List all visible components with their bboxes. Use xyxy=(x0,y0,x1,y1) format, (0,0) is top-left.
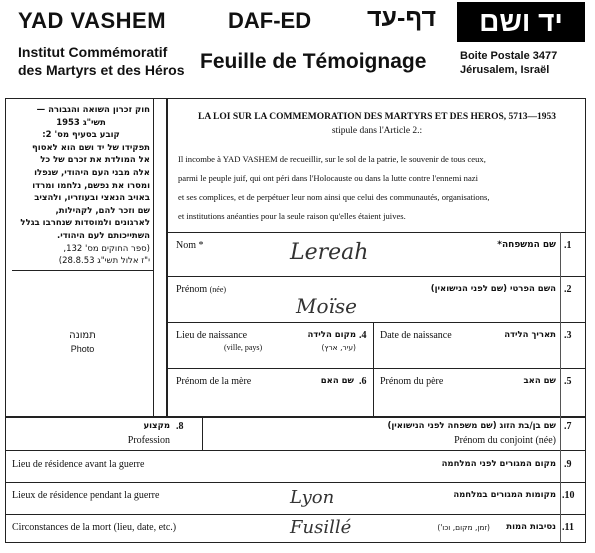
field-lieu-naissance-label: Lieu de naissance xyxy=(176,330,248,341)
field-residence-avant-number: .9 xyxy=(564,459,572,470)
hebrew-law-line: ומסרו את נפשם, נלחמו ומרדו xyxy=(32,180,150,191)
field-profession-number: .8 xyxy=(176,421,184,432)
field-circonstances-value[interactable]: Fusillé xyxy=(290,517,352,538)
hebrew-law-text xyxy=(12,104,150,268)
law-body-line: Il incombe à YAD VASHEM de recueillir, sur le sol de la patrie, le souvenir de tous ceux, xyxy=(178,154,486,164)
hebrew-law-line: אלה מבני העם היהודי, שנפלו xyxy=(34,167,150,178)
field-conjoint-number: .7 xyxy=(564,421,572,432)
law-body-line: et institutions anéanties pour la seule raison qu'elles étaient juives. xyxy=(178,211,406,221)
field-conjoint-hebrew: שם בן/בת הזוג (שם משפחה לפני הנישואין) xyxy=(387,421,556,431)
photo-label: Photo xyxy=(70,344,95,354)
field-nom-value[interactable]: Lereah xyxy=(290,240,369,265)
field-residence-avant-hebrew: מקום המגורים לפני המלחמה xyxy=(441,459,556,469)
hebrew-law-line: תפקידו של יד ושם הוא לאסוף xyxy=(32,142,150,153)
field-lieu-naissance-hebrew-sub: (עיר, ארץ) xyxy=(321,343,356,352)
field-residence-pendant-label: Lieux de résidence pendant la guerre xyxy=(12,490,160,501)
field-lieu-naissance-number: .4 xyxy=(359,330,367,341)
field-nom-label: Nom * xyxy=(176,240,204,251)
hebrew-law-line: חוק זכרון השואה והגבורה — xyxy=(36,105,150,115)
institute-line-1: Institut Commémoratif xyxy=(18,44,168,60)
law-body-line: parmi le peuple juif, qui ont péri dans l'Holocauste ou dans la lutte contre l'ennemi nazi xyxy=(178,173,478,183)
field-prenom-pere-hebrew: שם האב xyxy=(523,376,556,386)
form-title: Feuille de Témoignage xyxy=(200,50,427,73)
hebrew-law-line: תשי"ג 1953 xyxy=(56,117,106,128)
field-circonstances-hebrew: נסיבות המות xyxy=(506,522,556,532)
field-lieu-naissance-hebrew: מקום הלידה xyxy=(307,330,356,340)
field-residence-pendant-hebrew: מקומות המגורים במלחמה xyxy=(453,490,556,500)
field-prenom-pere-number: .5 xyxy=(564,376,572,387)
header-daf-ed-hebrew: דף-עד xyxy=(366,4,436,32)
institute-line-2: des Martyrs et des Héros xyxy=(18,62,185,78)
hebrew-law-line: אל המולדת את זכרם של כל xyxy=(40,155,150,166)
field-prenom-pere-label: Prénom du père xyxy=(380,376,444,387)
field-profession-label: Profession xyxy=(127,435,170,446)
hebrew-law-line: באויב הנאצי ובעוזריו, ולהציב xyxy=(34,193,150,204)
field-circonstances-label: Circonstances de la mort (lieu, date, etc.) xyxy=(12,522,177,533)
hebrew-law-line: קובע בסעיף מס' 2: xyxy=(42,130,120,141)
hebrew-law-line: השתייכותם לעם היהודי. xyxy=(56,230,150,241)
law-body-line: et ses complices, et de perpétuer leur nom ainsi que celui des communautés, organisations, xyxy=(178,192,490,202)
field-circonstances-hebrew-sub: (זמן, מקום, וכו') xyxy=(437,523,490,532)
hebrew-law-line: שם וזכר להם, לקהילות, xyxy=(55,205,150,216)
field-prenom-label-text: Prénom xyxy=(176,284,208,295)
field-lieu-naissance-sub: (ville, pays) xyxy=(224,343,263,352)
field-profession-hebrew: מקצוע xyxy=(143,421,170,431)
field-residence-pendant-number: .10 xyxy=(562,490,575,501)
field-circonstances-number: .11 xyxy=(562,522,574,533)
field-prenom-label xyxy=(176,284,226,295)
field-nom-number: .1 xyxy=(564,240,572,251)
header-daf-ed: DAF-ED xyxy=(228,8,312,33)
law-title: LA LOI SUR LA COMMEMORATION DES MARTYRS ET DES HEROS, 5713—1953 xyxy=(198,112,556,122)
field-prenom-value[interactable]: Moïse xyxy=(296,294,358,318)
address-line-1: Boite Postale 3477 xyxy=(460,50,558,62)
field-date-naissance-number: .3 xyxy=(564,330,572,341)
header-yad-vashem: YAD VASHEM xyxy=(18,8,167,33)
field-prenom-mere-number: .6 xyxy=(359,376,367,387)
photo-hebrew-label: תמונה xyxy=(69,330,96,341)
field-date-naissance-hebrew: תאריך הלידה xyxy=(504,330,556,340)
field-date-naissance-label: Date de naissance xyxy=(380,330,452,341)
hebrew-law-line: י"ז אלול תשי"ג 28.8.53) xyxy=(58,256,150,267)
field-residence-pendant-value[interactable]: Lyon xyxy=(290,487,335,508)
field-prenom-label-extra: (née) xyxy=(209,285,227,294)
yad-vashem-logo: יד ושם xyxy=(457,2,585,42)
field-prenom-hebrew: השם הפרטי (שם לפני הנישואין) xyxy=(430,284,556,294)
address-line-2: Jérusalem, Israël xyxy=(460,64,550,76)
field-conjoint-label: Prénom du conjoint (née) xyxy=(454,435,556,446)
field-nom-hebrew: שם המשפחה* xyxy=(497,240,556,250)
field-prenom-mere-label: Prénom de la mère xyxy=(176,376,252,387)
law-subtitle: stipule dans l'Article 2.: xyxy=(331,126,423,136)
law-body xyxy=(178,150,578,226)
field-prenom-number: .2 xyxy=(564,284,572,295)
hebrew-law-line: (ספר החוקים מס' 132, xyxy=(63,243,150,254)
field-residence-avant-label: Lieu de résidence avant la guerre xyxy=(12,459,145,470)
hebrew-law-line: לארגונים ולמוסדות שנחרבו בגלל xyxy=(20,218,150,229)
field-prenom-mere-hebrew: שם האם xyxy=(320,376,354,386)
